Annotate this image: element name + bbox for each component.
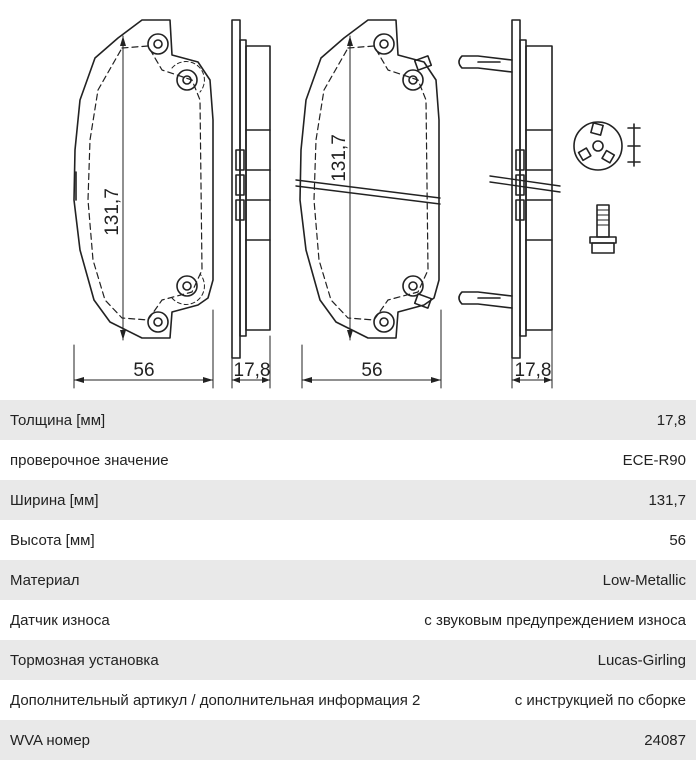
spec-label: Ширина [мм] — [10, 491, 99, 509]
brake-pad-rear-view — [296, 20, 441, 388]
spec-label: Материал — [10, 571, 80, 589]
spec-label: WVA номер — [10, 731, 91, 749]
spec-value: с инструкцией по сборке — [514, 691, 686, 709]
spec-label: Дополнительный артикул / дополнительная информация 2 — [10, 691, 421, 709]
spec-row-test-value — [0, 440, 696, 480]
spec-row-additional-info — [0, 680, 696, 720]
dim-height-rear: 131,7 — [329, 134, 350, 182]
spec-label: проверочное значение — [10, 451, 169, 469]
dim-width-rear: 56 — [361, 360, 383, 381]
dim-height-front: 131,7 — [102, 188, 123, 236]
spec-row-width — [0, 480, 696, 520]
spec-value: с звуковым предупреждением износа — [424, 611, 686, 629]
spec-value: ECE-R90 — [622, 451, 686, 469]
dim-thickness-rear: 17,8 — [514, 360, 552, 381]
spec-value: 56 — [669, 531, 686, 549]
spec-value: Low-Metallic — [602, 571, 686, 589]
accessory-bolt — [590, 205, 616, 253]
spec-row-wva-number — [0, 720, 696, 760]
spec-value: 17,8 — [656, 411, 686, 429]
accessory-disc — [574, 122, 640, 170]
spec-label: Высота [мм] — [10, 531, 95, 549]
spec-row-height — [0, 520, 696, 560]
spec-row-brake-system — [0, 640, 696, 680]
spec-value: 24087 — [644, 731, 686, 749]
spec-value: 131,7 — [648, 491, 686, 509]
specs-table — [0, 400, 696, 760]
spec-row-wear-sensor — [0, 600, 696, 640]
spec-row-thickness — [0, 400, 696, 440]
spec-row-material — [0, 560, 696, 600]
spec-label: Датчик износа — [10, 611, 110, 629]
brake-pad-front-side-view — [232, 20, 270, 388]
dim-width-front: 56 — [133, 360, 155, 381]
spec-label: Толщина [мм] — [10, 411, 106, 429]
brake-pad-rear-side-view — [459, 20, 560, 388]
spec-value: Lucas-Girling — [597, 651, 686, 669]
dim-thickness-front: 17,8 — [233, 360, 271, 381]
spec-label: Тормозная установка — [10, 651, 159, 669]
brake-pad-front-view — [74, 20, 213, 388]
